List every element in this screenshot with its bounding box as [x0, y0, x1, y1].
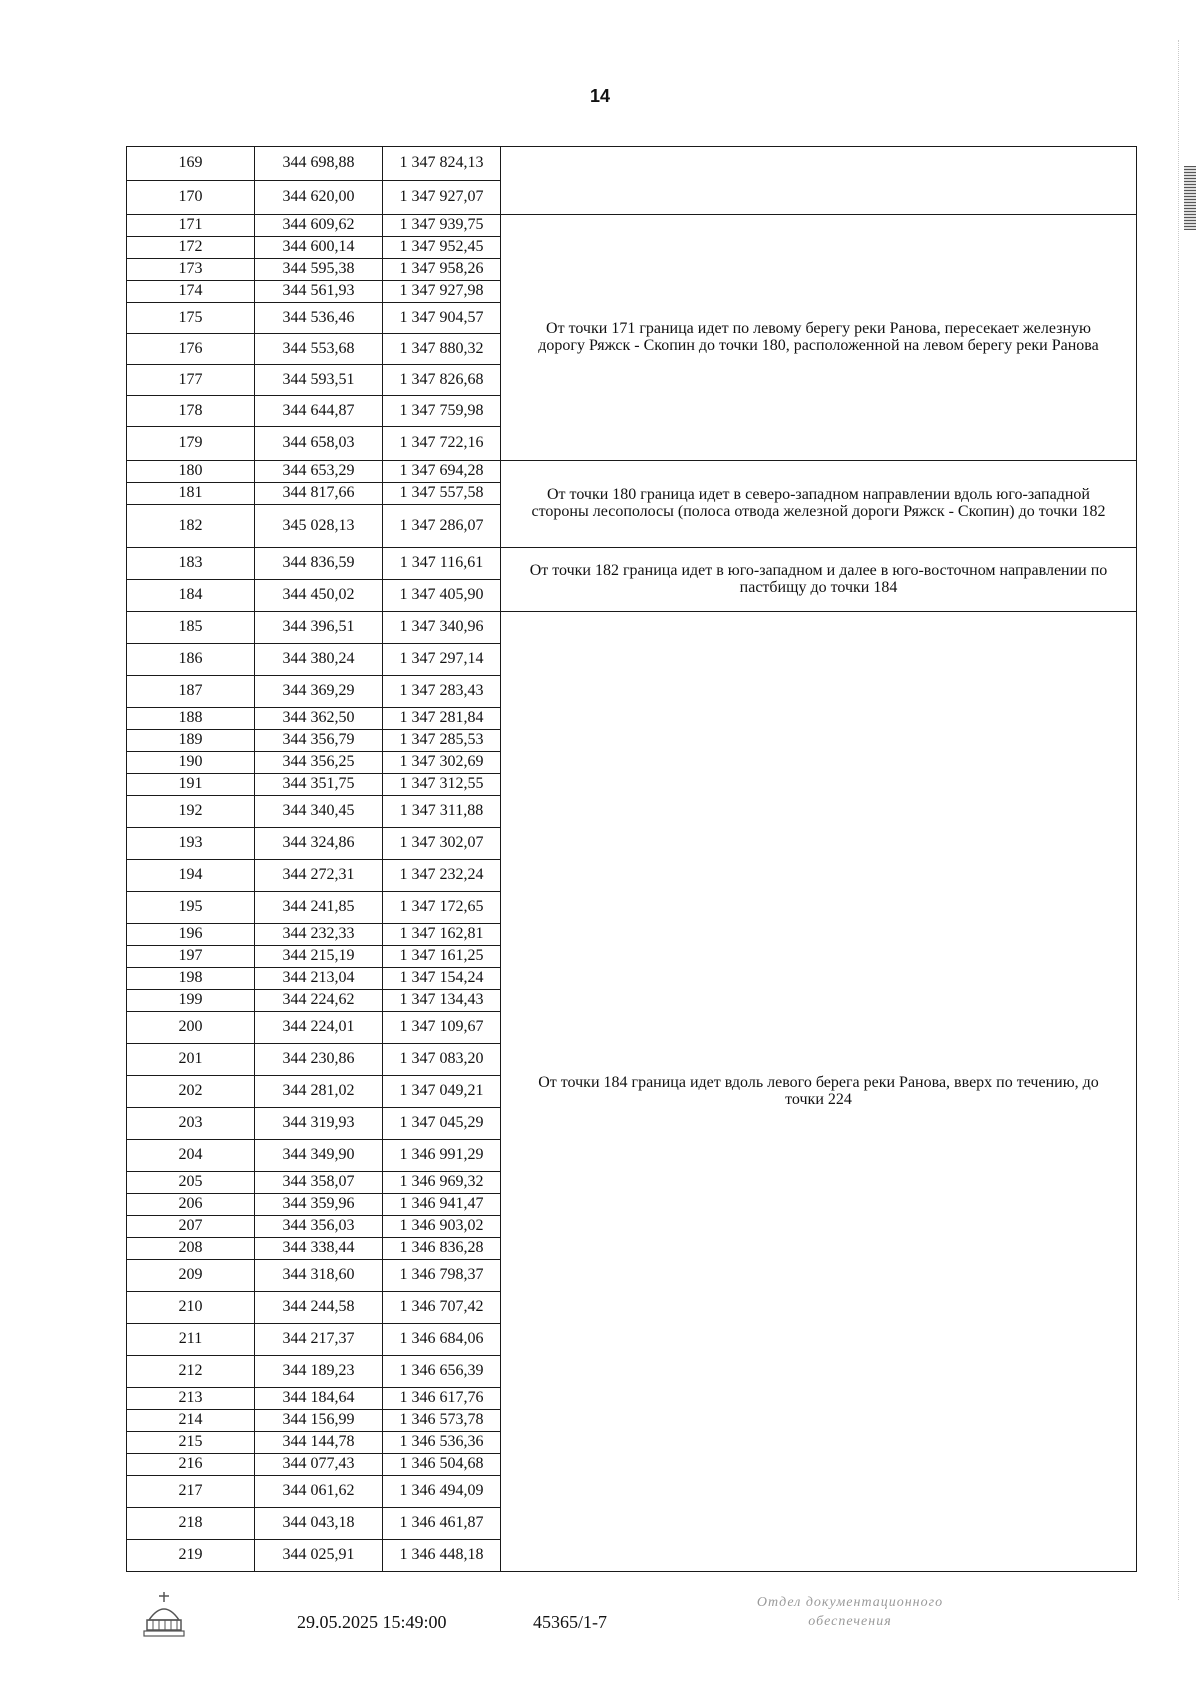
- footer-date: 29.05.2025 15:49:00: [297, 1612, 447, 1632]
- point-number-cell: 214: [127, 1410, 255, 1432]
- y-coordinate-cell: 1 347 045,29: [383, 1108, 501, 1140]
- point-number-cell: 212: [127, 1356, 255, 1388]
- y-coordinate-cell: 1 347 172,65: [383, 892, 501, 924]
- point-number-cell: 178: [127, 396, 255, 427]
- x-coordinate-cell: 344 349,90: [255, 1140, 383, 1172]
- x-coordinate-cell: 344 620,00: [255, 181, 383, 215]
- point-number-cell: 199: [127, 990, 255, 1012]
- point-number-cell: 202: [127, 1076, 255, 1108]
- x-coordinate-cell: 344 595,38: [255, 259, 383, 281]
- y-coordinate-cell: 1 347 134,43: [383, 990, 501, 1012]
- y-coordinate-cell: 1 347 904,57: [383, 303, 501, 334]
- point-number-cell: 192: [127, 796, 255, 828]
- x-coordinate-cell: 344 144,78: [255, 1432, 383, 1454]
- point-number-cell: 205: [127, 1172, 255, 1194]
- x-coordinate-cell: 344 836,59: [255, 548, 383, 580]
- point-number-cell: 174: [127, 281, 255, 303]
- x-coordinate-cell: 344 396,51: [255, 612, 383, 644]
- x-coordinate-cell: 344 043,18: [255, 1508, 383, 1540]
- point-number-cell: 208: [127, 1238, 255, 1260]
- point-number-cell: 207: [127, 1216, 255, 1238]
- y-coordinate-cell: 1 346 448,18: [383, 1540, 501, 1572]
- margin-barcode: [1184, 166, 1196, 230]
- point-number-cell: 185: [127, 612, 255, 644]
- x-coordinate-cell: 344 609,62: [255, 215, 383, 237]
- point-number-cell: 184: [127, 580, 255, 612]
- y-coordinate-cell: 1 347 285,53: [383, 730, 501, 752]
- point-number-cell: 210: [127, 1292, 255, 1324]
- x-coordinate-cell: 344 593,51: [255, 365, 383, 396]
- x-coordinate-cell: 344 450,02: [255, 580, 383, 612]
- y-coordinate-cell: 1 347 722,16: [383, 427, 501, 461]
- point-number-cell: 179: [127, 427, 255, 461]
- y-coordinate-cell: 1 346 656,39: [383, 1356, 501, 1388]
- x-coordinate-cell: 344 061,62: [255, 1476, 383, 1508]
- stamp-line-2: обеспечения: [808, 1613, 892, 1629]
- x-coordinate-cell: 344 077,43: [255, 1454, 383, 1476]
- point-number-cell: 190: [127, 752, 255, 774]
- y-coordinate-cell: 1 347 958,26: [383, 259, 501, 281]
- x-coordinate-cell: 344 272,31: [255, 860, 383, 892]
- x-coordinate-cell: 344 536,46: [255, 303, 383, 334]
- y-coordinate-cell: 1 347 880,32: [383, 334, 501, 365]
- boundary-description-cell: [501, 147, 1137, 215]
- y-coordinate-cell: 1 346 798,37: [383, 1260, 501, 1292]
- point-number-cell: 217: [127, 1476, 255, 1508]
- x-coordinate-cell: 344 189,23: [255, 1356, 383, 1388]
- point-number-cell: 193: [127, 828, 255, 860]
- boundary-description-cell: От точки 171 граница идет по левому берегу реки Ранова, пересекает железную дорогу Ряжск - Скопин до точки 180, расположенной на левом берегу реки Ранова: [501, 215, 1137, 461]
- point-number-cell: 203: [127, 1108, 255, 1140]
- margin-scan-marks: [1178, 40, 1189, 1600]
- point-number-cell: 175: [127, 303, 255, 334]
- x-coordinate-cell: 344 319,93: [255, 1108, 383, 1140]
- y-coordinate-cell: 1 347 109,67: [383, 1012, 501, 1044]
- x-coordinate-cell: 344 653,29: [255, 461, 383, 483]
- table-row: [127, 147, 1137, 181]
- point-number-cell: 173: [127, 259, 255, 281]
- x-coordinate-cell: 344 356,25: [255, 752, 383, 774]
- x-coordinate-cell: 344 324,86: [255, 828, 383, 860]
- x-coordinate-cell: 344 338,44: [255, 1238, 383, 1260]
- x-coordinate-cell: 344 600,14: [255, 237, 383, 259]
- coordinates-table: [126, 146, 1136, 1570]
- y-coordinate-cell: 1 346 941,47: [383, 1194, 501, 1216]
- x-coordinate-cell: 344 340,45: [255, 796, 383, 828]
- x-coordinate-cell: 344 217,37: [255, 1324, 383, 1356]
- emblem-logo: [141, 1590, 187, 1640]
- boundary-description-cell: От точки 184 граница идет вдоль левого берега реки Ранова, вверх по течению, до точки 224: [501, 612, 1137, 1572]
- y-coordinate-cell: 1 347 405,90: [383, 580, 501, 612]
- point-number-cell: 195: [127, 892, 255, 924]
- table-row: [127, 612, 1137, 644]
- point-number-cell: 200: [127, 1012, 255, 1044]
- x-coordinate-cell: 344 244,58: [255, 1292, 383, 1324]
- table-row: [127, 461, 1137, 483]
- point-number-cell: 211: [127, 1324, 255, 1356]
- y-coordinate-cell: 1 346 903,02: [383, 1216, 501, 1238]
- x-coordinate-cell: 344 241,85: [255, 892, 383, 924]
- point-number-cell: 198: [127, 968, 255, 990]
- y-coordinate-cell: 1 347 824,13: [383, 147, 501, 181]
- y-coordinate-cell: 1 347 557,58: [383, 483, 501, 505]
- table-row: [127, 548, 1137, 580]
- point-number-cell: 181: [127, 483, 255, 505]
- footer-doc-number: 45365/1-7: [533, 1612, 607, 1632]
- y-coordinate-cell: 1 346 494,09: [383, 1476, 501, 1508]
- y-coordinate-cell: 1 347 286,07: [383, 505, 501, 548]
- y-coordinate-cell: 1 346 836,28: [383, 1238, 501, 1260]
- y-coordinate-cell: 1 346 617,76: [383, 1388, 501, 1410]
- y-coordinate-cell: 1 346 573,78: [383, 1410, 501, 1432]
- y-coordinate-cell: 1 347 340,96: [383, 612, 501, 644]
- point-number-cell: 176: [127, 334, 255, 365]
- x-coordinate-cell: 344 156,99: [255, 1410, 383, 1432]
- point-number-cell: 183: [127, 548, 255, 580]
- x-coordinate-cell: 344 184,64: [255, 1388, 383, 1410]
- x-coordinate-cell: 344 224,01: [255, 1012, 383, 1044]
- point-number-cell: 188: [127, 708, 255, 730]
- x-coordinate-cell: 344 698,88: [255, 147, 383, 181]
- point-number-cell: 189: [127, 730, 255, 752]
- x-coordinate-cell: 344 025,91: [255, 1540, 383, 1572]
- boundary-description-cell: От точки 180 граница идет в северо-западном направлении вдоль юго-западной стороны лесополосы (полоса отвода железной дороги Ряжск - Скопин) до точки 182: [501, 461, 1137, 548]
- y-coordinate-cell: 1 346 536,36: [383, 1432, 501, 1454]
- point-number-cell: 182: [127, 505, 255, 548]
- x-coordinate-cell: 344 356,03: [255, 1216, 383, 1238]
- y-coordinate-cell: 1 347 281,84: [383, 708, 501, 730]
- stamp-line-1: Отдел документационного: [756, 1595, 944, 1610]
- x-coordinate-cell: 344 369,29: [255, 676, 383, 708]
- x-coordinate-cell: 344 553,68: [255, 334, 383, 365]
- boundary-description-cell: От точки 182 граница идет в юго-западном и далее в юго-восточном направлении по пастбищу до точки 184: [501, 548, 1137, 612]
- y-coordinate-cell: 1 346 991,29: [383, 1140, 501, 1172]
- y-coordinate-cell: 1 347 154,24: [383, 968, 501, 990]
- y-coordinate-cell: 1 347 162,81: [383, 924, 501, 946]
- point-number-cell: 219: [127, 1540, 255, 1572]
- point-number-cell: 206: [127, 1194, 255, 1216]
- point-number-cell: 187: [127, 676, 255, 708]
- point-number-cell: 215: [127, 1432, 255, 1454]
- y-coordinate-cell: 1 346 707,42: [383, 1292, 501, 1324]
- y-coordinate-cell: 1 347 927,07: [383, 181, 501, 215]
- y-coordinate-cell: 1 347 116,61: [383, 548, 501, 580]
- point-number-cell: 171: [127, 215, 255, 237]
- point-number-cell: 216: [127, 1454, 255, 1476]
- x-coordinate-cell: 344 224,62: [255, 990, 383, 1012]
- x-coordinate-cell: 344 215,19: [255, 946, 383, 968]
- y-coordinate-cell: 1 347 083,20: [383, 1044, 501, 1076]
- x-coordinate-cell: 344 362,50: [255, 708, 383, 730]
- table-row: [127, 215, 1137, 237]
- y-coordinate-cell: 1 347 826,68: [383, 365, 501, 396]
- y-coordinate-cell: 1 346 684,06: [383, 1324, 501, 1356]
- department-stamp: [700, 1594, 1000, 1632]
- point-number-cell: 169: [127, 147, 255, 181]
- y-coordinate-cell: 1 347 297,14: [383, 644, 501, 676]
- y-coordinate-cell: 1 347 311,88: [383, 796, 501, 828]
- y-coordinate-cell: 1 347 759,98: [383, 396, 501, 427]
- y-coordinate-cell: 1 347 283,43: [383, 676, 501, 708]
- point-number-cell: 186: [127, 644, 255, 676]
- y-coordinate-cell: 1 347 927,98: [383, 281, 501, 303]
- y-coordinate-cell: 1 347 049,21: [383, 1076, 501, 1108]
- point-number-cell: 218: [127, 1508, 255, 1540]
- point-number-cell: 191: [127, 774, 255, 796]
- y-coordinate-cell: 1 346 504,68: [383, 1454, 501, 1476]
- y-coordinate-cell: 1 347 939,75: [383, 215, 501, 237]
- x-coordinate-cell: 344 358,07: [255, 1172, 383, 1194]
- point-number-cell: 196: [127, 924, 255, 946]
- point-number-cell: 213: [127, 1388, 255, 1410]
- x-coordinate-cell: 344 351,75: [255, 774, 383, 796]
- point-number-cell: 197: [127, 946, 255, 968]
- x-coordinate-cell: 344 658,03: [255, 427, 383, 461]
- point-number-cell: 172: [127, 237, 255, 259]
- y-coordinate-cell: 1 347 232,24: [383, 860, 501, 892]
- y-coordinate-cell: 1 346 461,87: [383, 1508, 501, 1540]
- x-coordinate-cell: 344 561,93: [255, 281, 383, 303]
- point-number-cell: 177: [127, 365, 255, 396]
- y-coordinate-cell: 1 347 302,69: [383, 752, 501, 774]
- x-coordinate-cell: 344 232,33: [255, 924, 383, 946]
- y-coordinate-cell: 1 347 694,28: [383, 461, 501, 483]
- x-coordinate-cell: 345 028,13: [255, 505, 383, 548]
- page-number: 14: [589, 86, 611, 106]
- x-coordinate-cell: 344 644,87: [255, 396, 383, 427]
- point-number-cell: 209: [127, 1260, 255, 1292]
- x-coordinate-cell: 344 213,04: [255, 968, 383, 990]
- point-number-cell: 170: [127, 181, 255, 215]
- point-number-cell: 194: [127, 860, 255, 892]
- x-coordinate-cell: 344 359,96: [255, 1194, 383, 1216]
- y-coordinate-cell: 1 347 161,25: [383, 946, 501, 968]
- y-coordinate-cell: 1 347 302,07: [383, 828, 501, 860]
- y-coordinate-cell: 1 346 969,32: [383, 1172, 501, 1194]
- point-number-cell: 201: [127, 1044, 255, 1076]
- y-coordinate-cell: 1 347 952,45: [383, 237, 501, 259]
- point-number-cell: 180: [127, 461, 255, 483]
- x-coordinate-cell: 344 356,79: [255, 730, 383, 752]
- x-coordinate-cell: 344 318,60: [255, 1260, 383, 1292]
- x-coordinate-cell: 344 817,66: [255, 483, 383, 505]
- x-coordinate-cell: 344 281,02: [255, 1076, 383, 1108]
- x-coordinate-cell: 344 230,86: [255, 1044, 383, 1076]
- point-number-cell: 204: [127, 1140, 255, 1172]
- x-coordinate-cell: 344 380,24: [255, 644, 383, 676]
- y-coordinate-cell: 1 347 312,55: [383, 774, 501, 796]
